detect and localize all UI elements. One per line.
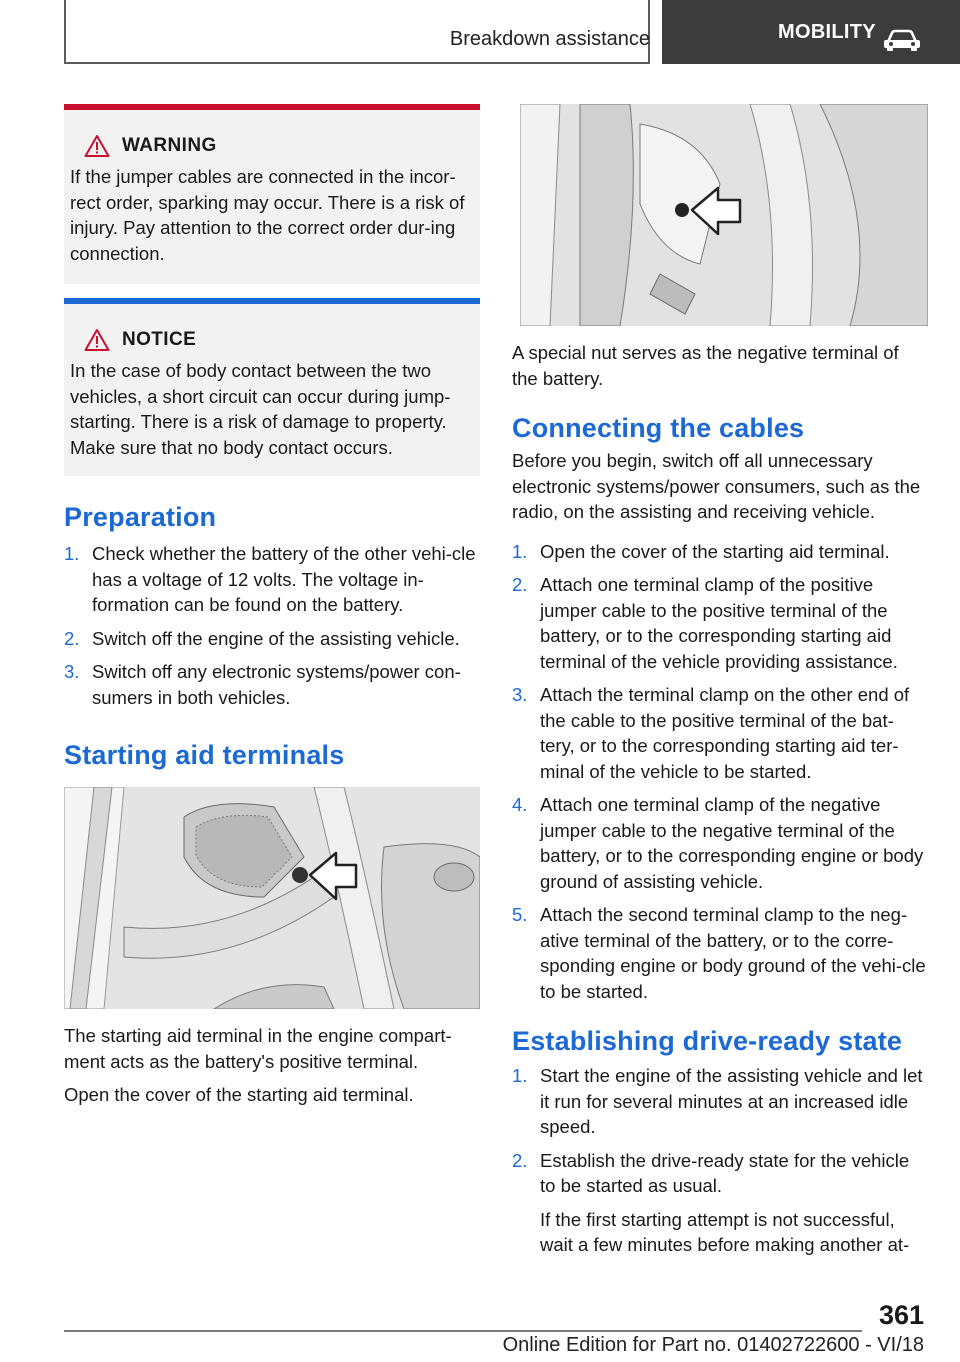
step-text: Attach the terminal clamp on the other end of the cable to the positive terminal of the bat-tery, or to the corresponding starting aid ter-minal of the vehicle to be started.	[540, 684, 910, 782]
list-item	[512, 539, 928, 565]
preparation-heading: Preparation	[64, 502, 217, 532]
step-number: 4.	[512, 794, 528, 815]
step-number: 3.	[64, 661, 80, 682]
drive-ready-heading: Establishing drive-ready state	[512, 1026, 903, 1056]
step-number: 1.	[512, 540, 528, 562]
notice-title: NOTICE	[122, 329, 197, 350]
list-item	[512, 792, 928, 894]
step-text: Open the cover of the starting aid terminal.	[540, 540, 890, 562]
page-number: 361	[878, 1300, 924, 1330]
step-number: 1.	[512, 1065, 528, 1086]
list-item	[512, 682, 928, 784]
list-item	[512, 572, 928, 674]
notice-header	[70, 304, 466, 358]
engine-bay-photo-positive	[64, 787, 480, 1009]
warning-text: If the jumper cables are connected in the incor-rect order, sparking may occur. There is a risk of injury. Pay attention to the correct order dur-ing connection.	[70, 166, 465, 264]
list-item	[512, 1063, 928, 1140]
connecting-heading: Connecting the cables	[512, 413, 805, 443]
step-number: 5.	[512, 904, 528, 925]
list-item	[64, 541, 480, 618]
warning-box	[64, 104, 480, 284]
warning-triangle-icon	[84, 328, 110, 352]
header-tab-label: MOBILITY	[778, 20, 876, 43]
step-number: 3.	[512, 684, 528, 705]
footer-edition-text: Online Edition for Part no. 01402722600 - VI/18	[502, 1334, 924, 1356]
step-text: Check whether the battery of the other vehi-cle has a voltage of 12 volts. The voltage in-formation can be found on the battery.	[92, 543, 476, 615]
preparation-steps	[64, 541, 480, 710]
step-text: Switch off the engine of the assisting vehicle.	[92, 627, 460, 649]
step-number: 2.	[64, 627, 80, 649]
list-item	[64, 626, 480, 652]
connecting-steps	[512, 539, 928, 1005]
drive-ready-followup: If the first starting attempt is not successful, wait a few minutes before making another at-	[540, 1208, 910, 1255]
negative-terminal-caption: A special nut serves as the negative terminal of the battery.	[512, 342, 899, 389]
step-text: Attach one terminal clamp of the negative jumper cable to the negative terminal of the battery, or to the corresponding engine or body ground of assisting vehicle.	[540, 794, 924, 892]
step-number: 2.	[512, 574, 528, 595]
step-text: Switch off any electronic systems/power con-sumers in both vehicles.	[92, 661, 461, 708]
step-number: 1.	[64, 543, 80, 564]
list-item	[512, 1148, 928, 1199]
header-section-title: Breakdown assistance	[449, 28, 650, 50]
left-column	[64, 104, 480, 1108]
step-text: Attach one terminal clamp of the positive jumper cable to the positive terminal of the battery, or to the corresponding starting aid terminal of the vehicle providing assistance.	[540, 574, 898, 672]
warning-triangle-icon	[84, 134, 110, 158]
warning-title: WARNING	[122, 135, 217, 156]
warning-header	[70, 110, 466, 164]
step-text: Start the engine of the assisting vehicle and let it run for several minutes at an increased idle speed.	[540, 1065, 923, 1137]
step-text: Establish the drive-ready state for the vehicle to be started as usual.	[540, 1149, 910, 1196]
notice-text: In the case of body contact between the two vehicles, a short circuit can occur during jump-starting. There is a risk of damage to property. Make sure that no body contact occurs.	[70, 360, 451, 458]
starting-aid-caption: The starting aid terminal in the engine compart-ment acts as the battery's positive terminal.	[64, 1025, 452, 1072]
starting-aid-heading: Starting aid terminals	[64, 740, 345, 770]
engine-bay-photo-negative	[520, 104, 928, 326]
starting-aid-instruction: Open the cover of the starting aid terminal.	[64, 1084, 414, 1105]
right-column	[512, 104, 928, 1258]
connecting-intro: Before you begin, switch off all unnecessary electronic systems/power consumers, such as the radio, on the assisting and receiving vehicle.	[512, 450, 921, 522]
car-icon	[882, 28, 922, 52]
footer-divider	[64, 1330, 862, 1332]
drive-ready-steps	[512, 1063, 928, 1199]
list-item	[64, 659, 480, 710]
step-number: 2.	[512, 1149, 528, 1171]
notice-box	[64, 298, 480, 476]
step-text: Attach the second terminal clamp to the neg-ative terminal of the battery, or to the corre-sponding engine or body ground of the vehi-cle to be started.	[540, 904, 926, 1002]
list-item	[512, 902, 928, 1004]
